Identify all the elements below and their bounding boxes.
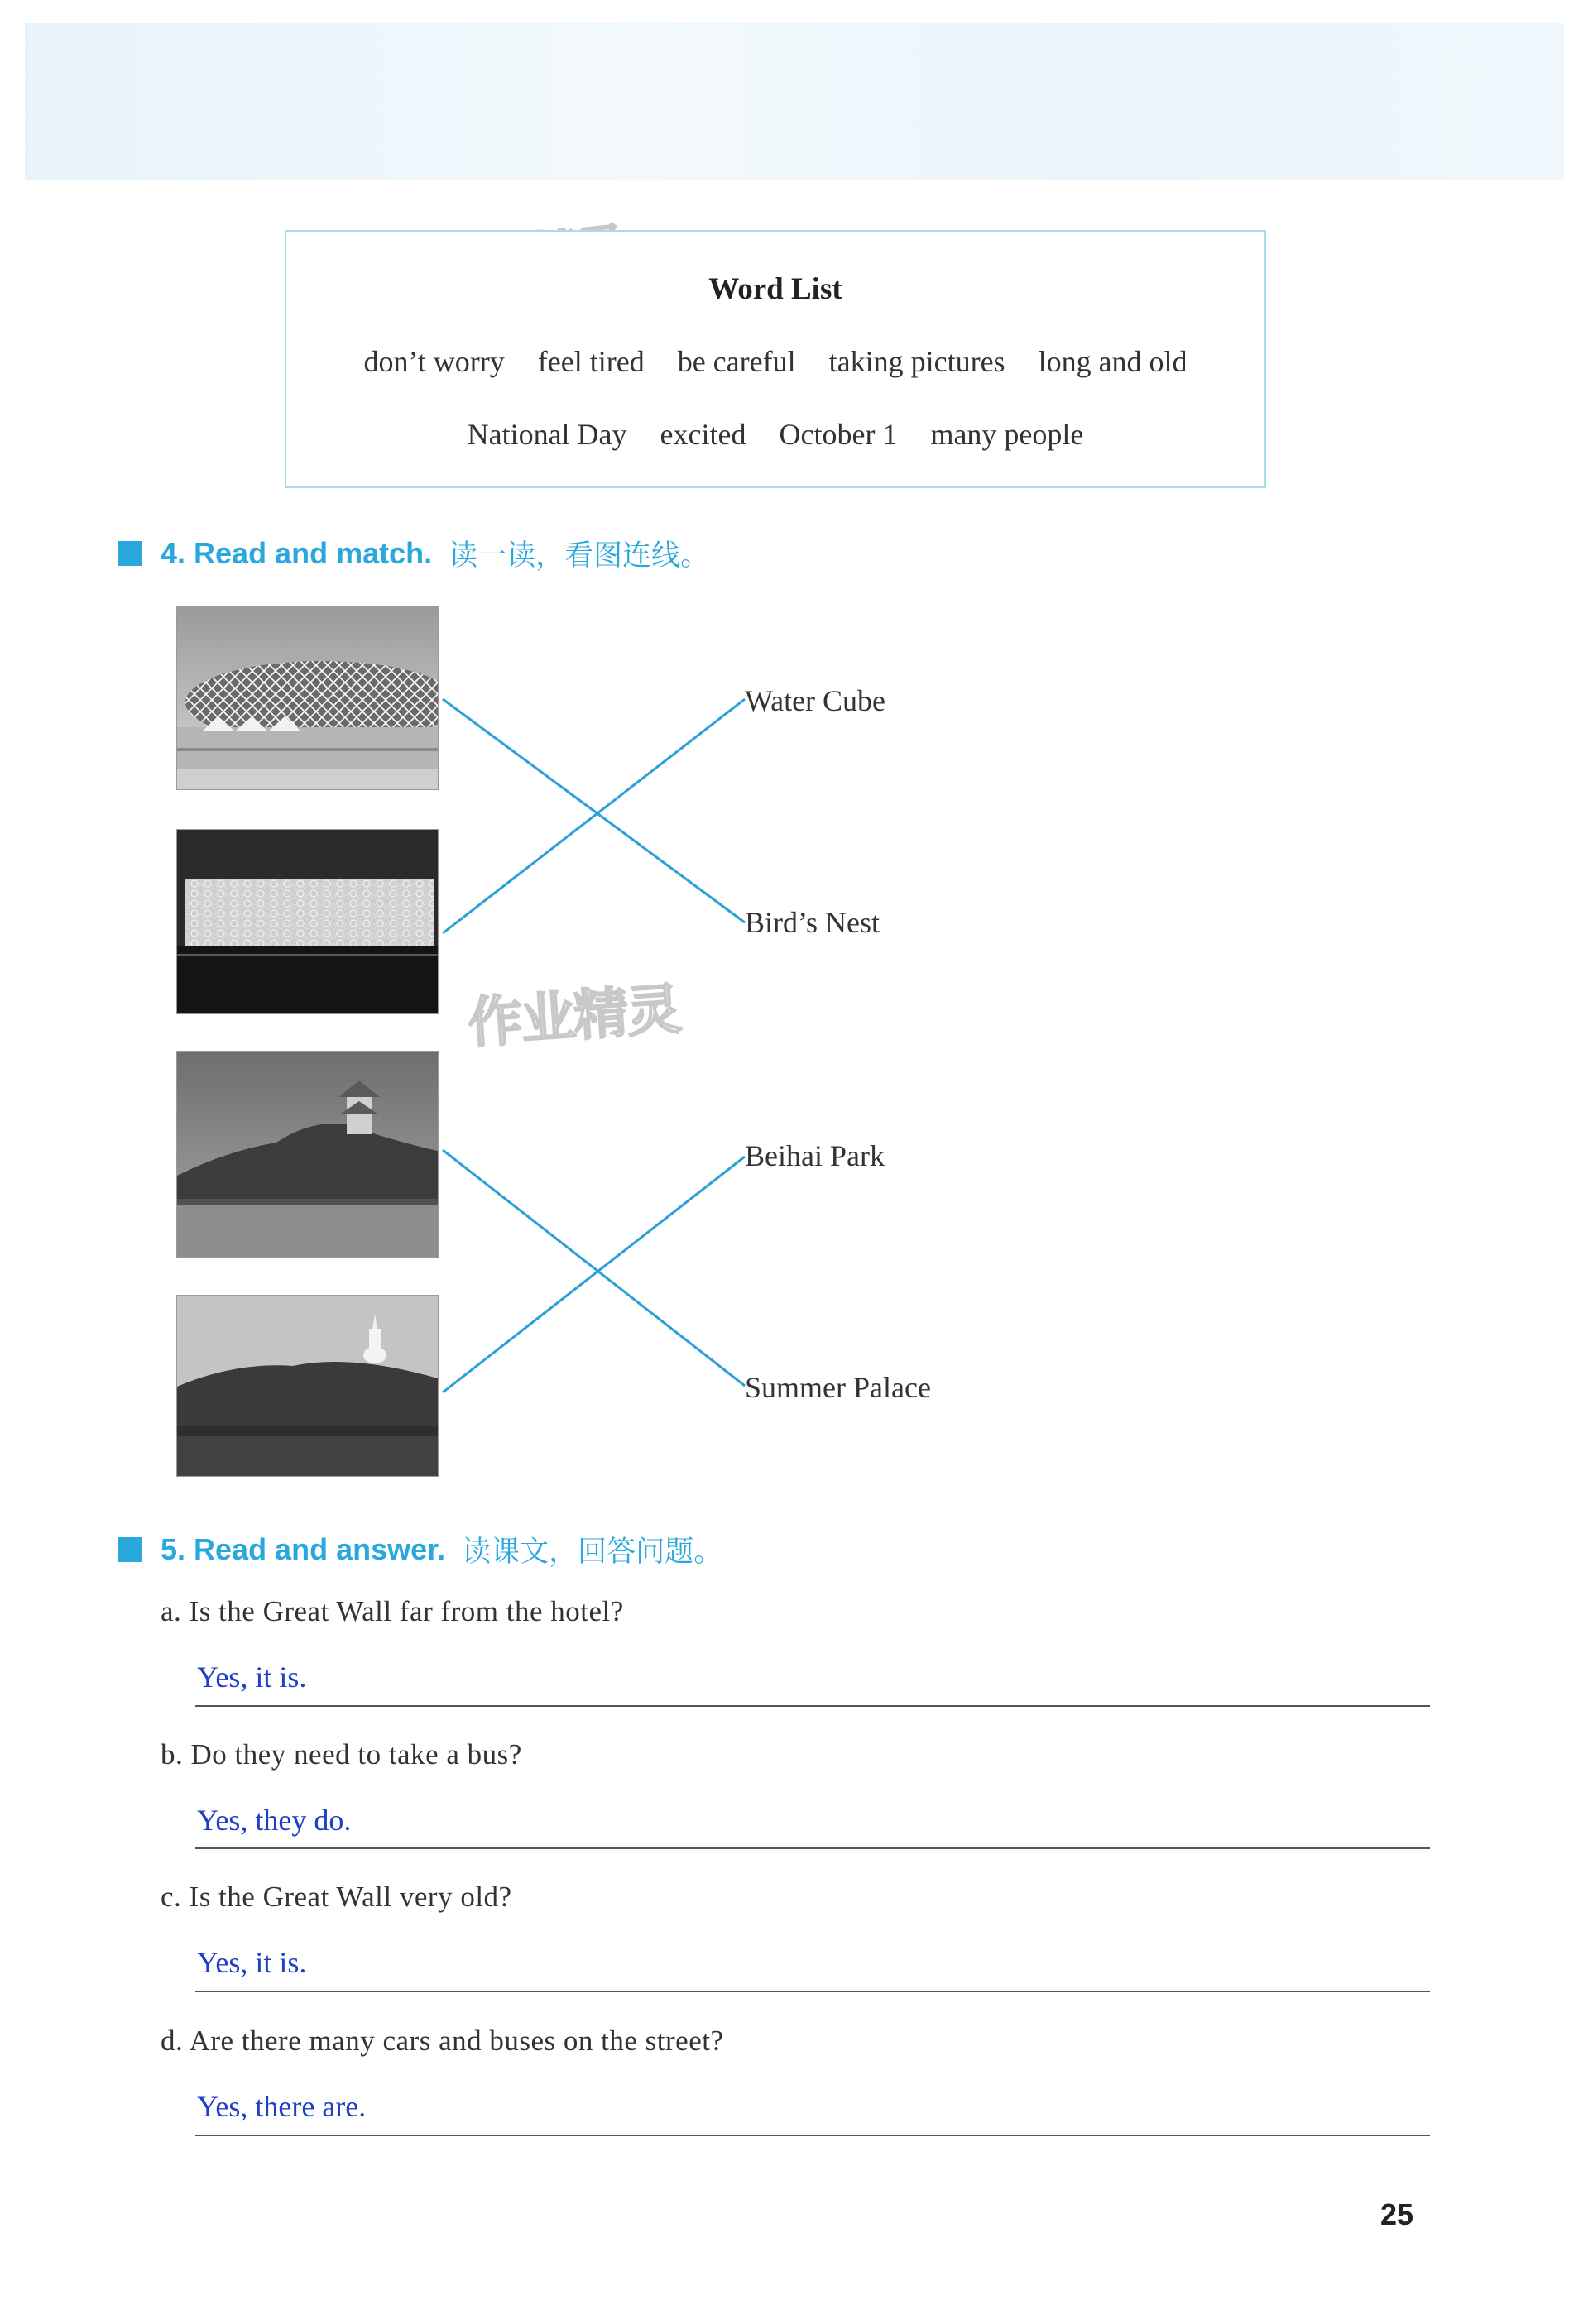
word-list-item: excited <box>660 418 746 451</box>
word-list-item: long and old <box>1038 345 1188 378</box>
water-cube-image <box>177 830 438 1013</box>
word-list-title: Word List <box>708 272 842 306</box>
word-list-row-1 <box>286 344 1264 379</box>
answer-line <box>195 2135 1430 2136</box>
photo-beihai-park <box>176 1295 439 1477</box>
place-label: Beihai Park <box>745 1139 885 1172</box>
answer-c: Yes, it is. <box>197 1946 307 1979</box>
question-c: c. Is the Great Wall very old? <box>161 1881 512 1913</box>
word-list-item: feel tired <box>537 345 645 378</box>
word-list-box <box>285 230 1266 488</box>
question-a: a. Is the Great Wall far from the hotel? <box>161 1595 624 1627</box>
birds-nest-image <box>177 607 438 789</box>
section-5-title-zh: 读课文，回答问题。 <box>462 1536 723 1569</box>
word-list-item: October 1 <box>779 418 898 451</box>
question-d: d. Are there many cars and buses on the street? <box>161 2025 724 2057</box>
match-line-3 <box>443 1150 745 1386</box>
word-list-row-2 <box>286 417 1264 452</box>
question-b: b. Do they need to take a bus? <box>161 1738 522 1771</box>
section-marker-icon <box>118 1537 142 1562</box>
place-label: Bird’s Nest <box>745 906 880 939</box>
section-4-title-zh: 读一读，看图连线。 <box>449 539 710 573</box>
photo-summer-palace <box>176 1051 439 1258</box>
photo-birds-nest <box>176 606 439 790</box>
match-line-1 <box>443 699 745 922</box>
place-label: Summer Palace <box>745 1371 931 1404</box>
match-line-2 <box>443 699 745 933</box>
section-4-heading <box>118 533 709 574</box>
watermark: 作业精灵 <box>466 977 682 1056</box>
top-header-band <box>25 23 1564 180</box>
answer-a: Yes, it is. <box>197 1660 307 1694</box>
answer-line <box>195 1847 1430 1849</box>
answer-line <box>195 1991 1430 1992</box>
answer-b: Yes, they do. <box>197 1804 352 1837</box>
section-marker-icon <box>118 541 142 566</box>
answer-line <box>195 1705 1430 1707</box>
word-list-item: many people <box>930 418 1084 451</box>
word-list-item: taking pictures <box>828 345 1005 378</box>
answer-d: Yes, there are. <box>197 2090 367 2123</box>
photo-water-cube <box>176 829 439 1014</box>
section-4-title: 4. Read and match. <box>161 536 433 570</box>
summer-palace-image <box>177 1052 438 1257</box>
page-number: 25 <box>1380 2197 1414 2231</box>
beihai-park-image <box>177 1296 438 1476</box>
match-line-4 <box>443 1157 745 1392</box>
section-5-heading <box>118 1529 722 1570</box>
place-label: Water Cube <box>745 684 886 717</box>
word-list-item: National Day <box>467 418 627 451</box>
word-list-item: don’t worry <box>363 345 505 378</box>
section-5-title: 5. Read and answer. <box>161 1532 446 1566</box>
word-list-item: be careful <box>677 345 796 378</box>
